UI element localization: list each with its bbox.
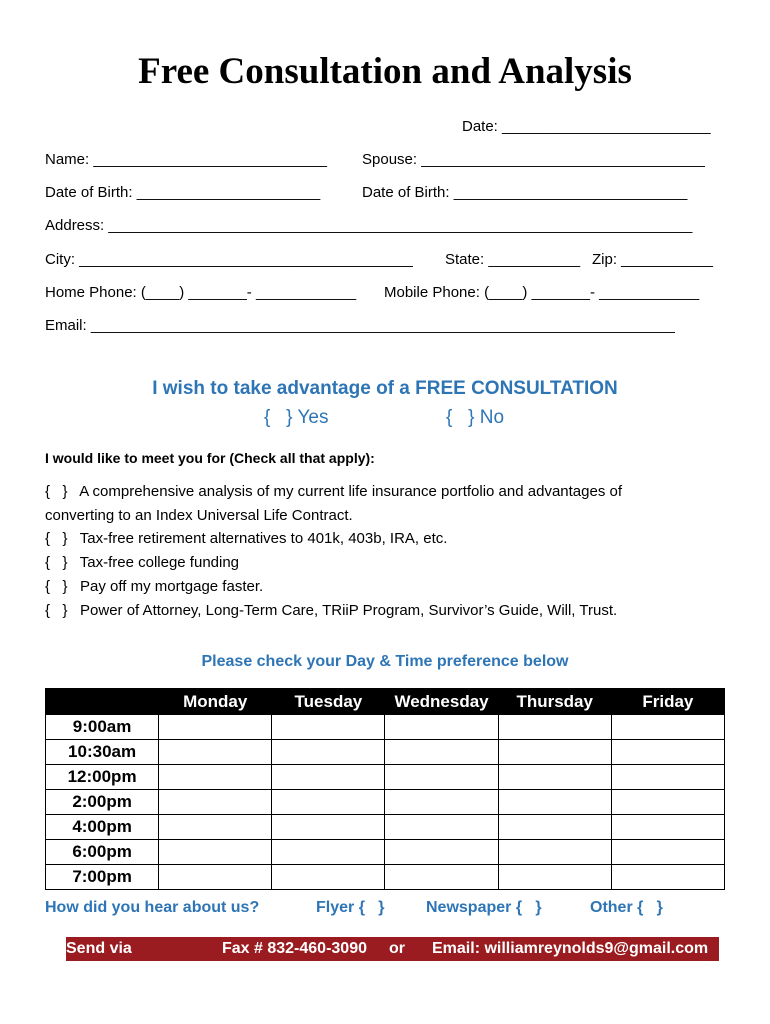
hear-flyer-checkbox[interactable]: Flyer { } [316, 899, 385, 916]
hear-newspaper-checkbox[interactable]: Newspaper { } [426, 899, 542, 916]
option-life-insurance-analysis-cont: converting to an Index Universal Life Contract. [45, 507, 353, 524]
schedule-row [46, 790, 725, 815]
consultation-heading: I wish to take advantage of a FREE CONSULTATION [152, 378, 618, 399]
schedule-cell-friday[interactable] [611, 865, 724, 890]
date-field[interactable]: Date: _________________________ [462, 118, 711, 135]
schedule-cell-tuesday[interactable] [272, 715, 385, 740]
schedule-corner [46, 689, 159, 715]
home-phone-field[interactable]: Home Phone: (____) _______- ____________ [45, 284, 357, 301]
send-via-label: Send via [66, 940, 132, 957]
schedule-cell-friday[interactable] [611, 765, 724, 790]
schedule-cell-friday[interactable] [611, 715, 724, 740]
schedule-cell-thursday[interactable] [498, 840, 611, 865]
address-field[interactable]: Address: ______________________________________________________________________ [45, 217, 693, 234]
day-header-tuesday: Tuesday [272, 689, 385, 715]
option-estate-planning[interactable]: { } Power of Attorney, Long-Term Care, TRiiP Program, Survivor’s Guide, Will, Trust. [45, 602, 618, 619]
schedule-cell-monday[interactable] [159, 815, 272, 840]
consult-yes-checkbox[interactable]: { } Yes [264, 407, 329, 428]
schedule-cell-tuesday[interactable] [272, 840, 385, 865]
schedule-cell-thursday[interactable] [498, 715, 611, 740]
schedule-cell-friday[interactable] [611, 790, 724, 815]
option-pay-off-mortgage[interactable]: { } Pay off my mortgage faster. [45, 578, 264, 595]
schedule-cell-friday[interactable] [611, 840, 724, 865]
schedule-cell-thursday[interactable] [498, 765, 611, 790]
schedule-header-row [46, 689, 725, 715]
spouse-field[interactable]: Spouse: __________________________________ [362, 151, 705, 168]
schedule-cell-monday[interactable] [159, 840, 272, 865]
schedule-row [46, 815, 725, 840]
schedule-cell-wednesday[interactable] [385, 865, 498, 890]
schedule-cell-wednesday[interactable] [385, 815, 498, 840]
meet-heading: I would like to meet you for (Check all that apply): [45, 450, 375, 466]
time-slot-label: 4:00pm [46, 815, 159, 840]
schedule-cell-wednesday[interactable] [385, 790, 498, 815]
city-field[interactable]: City: ________________________________________ [45, 251, 413, 268]
schedule-heading: Please check your Day & Time preference below [201, 653, 569, 670]
schedule-cell-tuesday[interactable] [272, 765, 385, 790]
schedule-cell-tuesday[interactable] [272, 790, 385, 815]
hear-question: How did you hear about us? [45, 899, 260, 916]
mobile-phone-field[interactable]: Mobile Phone: (____) _______- ____________ [384, 284, 700, 301]
schedule-row [46, 865, 725, 890]
option-college-funding[interactable]: { } Tax-free college funding [45, 554, 240, 571]
day-header-friday: Friday [611, 689, 724, 715]
schedule-cell-thursday[interactable] [498, 790, 611, 815]
option-tax-free-retirement[interactable]: { } Tax-free retirement alternatives to 401k, 403b, IRA, etc. [45, 530, 448, 547]
schedule-cell-tuesday[interactable] [272, 865, 385, 890]
schedule-cell-wednesday[interactable] [385, 715, 498, 740]
time-slot-label: 6:00pm [46, 840, 159, 865]
schedule-cell-monday[interactable] [159, 715, 272, 740]
schedule-cell-friday[interactable] [611, 815, 724, 840]
zip-field[interactable]: Zip: ___________ [592, 251, 713, 268]
schedule-cell-monday[interactable] [159, 790, 272, 815]
schedule-cell-monday[interactable] [159, 765, 272, 790]
schedule-cell-wednesday[interactable] [385, 840, 498, 865]
schedule-cell-thursday[interactable] [498, 740, 611, 765]
schedule-cell-tuesday[interactable] [272, 815, 385, 840]
schedule-cell-monday[interactable] [159, 740, 272, 765]
schedule-row [46, 765, 725, 790]
consult-no-checkbox[interactable]: { } No [446, 407, 505, 428]
day-header-monday: Monday [159, 689, 272, 715]
schedule-cell-thursday[interactable] [498, 815, 611, 840]
time-slot-label: 10:30am [46, 740, 159, 765]
date-of-birth-field[interactable]: Date of Birth: ______________________ [45, 184, 321, 201]
schedule-table [45, 688, 725, 890]
time-slot-label: 12:00pm [46, 765, 159, 790]
schedule-cell-thursday[interactable] [498, 865, 611, 890]
send-via-bar [66, 937, 719, 961]
day-header-wednesday: Wednesday [385, 689, 498, 715]
send-or-text: or [389, 940, 405, 957]
schedule-row [46, 840, 725, 865]
option-life-insurance-analysis[interactable]: { } A comprehensive analysis of my current life insurance portfolio and advantages of [45, 483, 622, 500]
hear-other-checkbox[interactable]: Other { } [590, 899, 663, 916]
schedule-cell-wednesday[interactable] [385, 740, 498, 765]
send-email-link[interactable]: Email: williamreynolds9@gmail.com [432, 940, 709, 957]
name-field[interactable]: Name: ____________________________ [45, 151, 327, 168]
schedule-cell-tuesday[interactable] [272, 740, 385, 765]
time-slot-label: 2:00pm [46, 790, 159, 815]
schedule-cell-wednesday[interactable] [385, 765, 498, 790]
spouse-date-of-birth-field[interactable]: Date of Birth: ____________________________ [362, 184, 688, 201]
schedule-row [46, 740, 725, 765]
time-slot-label: 9:00am [46, 715, 159, 740]
email-field[interactable]: Email: ______________________________________________________________________ [45, 317, 675, 334]
schedule-row [46, 715, 725, 740]
send-fax-number: Fax # 832-460-3090 [222, 940, 367, 957]
schedule-cell-monday[interactable] [159, 865, 272, 890]
time-slot-label: 7:00pm [46, 865, 159, 890]
schedule-cell-friday[interactable] [611, 740, 724, 765]
form-title: Free Consultation and Analysis [138, 51, 632, 92]
state-field[interactable]: State: ___________ [445, 251, 581, 268]
day-header-thursday: Thursday [498, 689, 611, 715]
